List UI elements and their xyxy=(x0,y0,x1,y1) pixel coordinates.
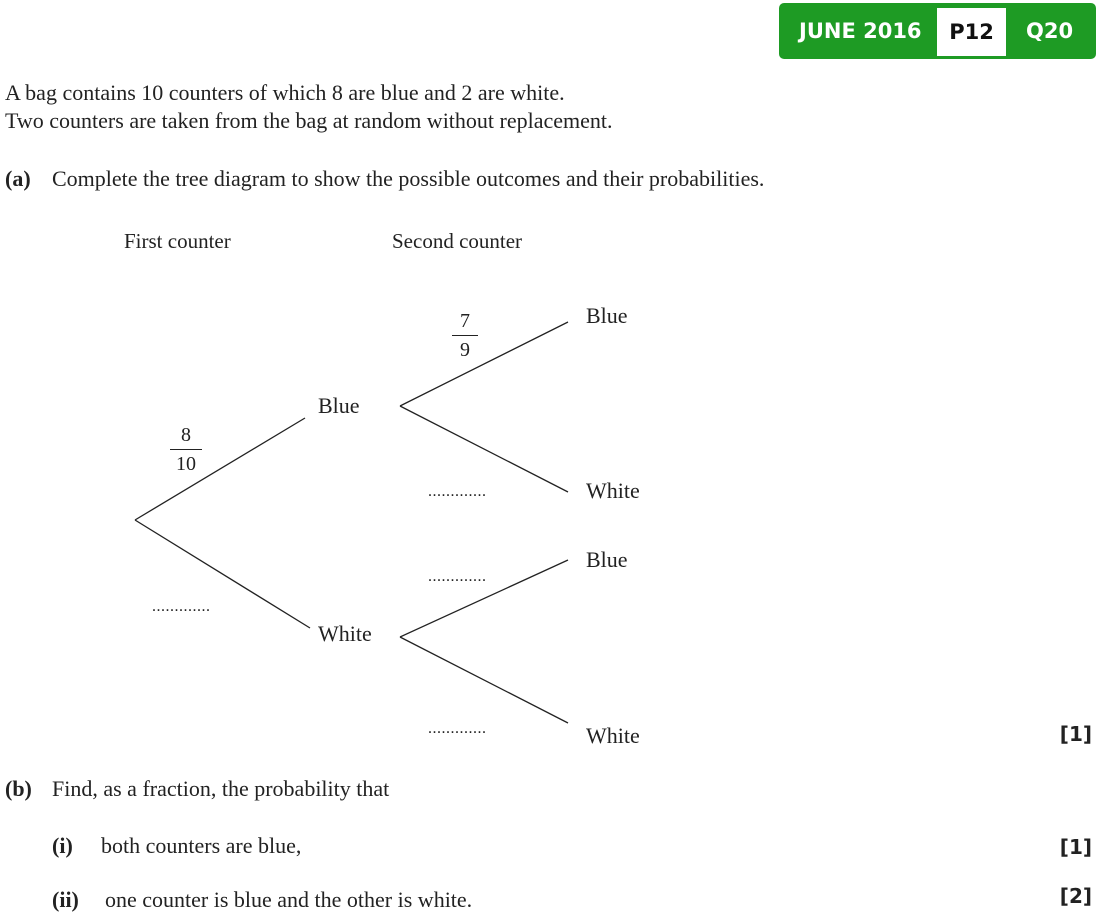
branch-blue-blue xyxy=(400,322,568,406)
answer-blank-white-blue[interactable]: ............. xyxy=(428,568,487,585)
part-b-text: Find, as a fraction, the probability that xyxy=(52,776,390,801)
outcome-blue-blue: Blue xyxy=(586,303,628,328)
prob-first-blue xyxy=(170,425,202,474)
branch-blue-white xyxy=(400,406,568,492)
prob-blue-blue-numerator: 7 xyxy=(460,310,470,332)
prob-blue-blue-denominator: 9 xyxy=(460,339,470,361)
answer-blank-first-white[interactable]: ............. xyxy=(152,598,211,615)
part-a-text: Complete the tree diagram to show the possible outcomes and their probabilities. xyxy=(52,166,765,191)
paper-number: P12 xyxy=(937,8,1006,56)
fraction-bar xyxy=(452,335,478,336)
prob-first-blue-denominator: 10 xyxy=(176,453,196,475)
part-b-ii-text: one counter is blue and the other is white. xyxy=(105,887,473,912)
prob-blue-blue xyxy=(452,311,478,360)
prob-first-blue-numerator: 8 xyxy=(181,424,191,446)
intro-line-1: A bag contains 10 counters of which 8 are blue and 2 are white. xyxy=(5,80,565,105)
heading-first-counter: First counter xyxy=(124,229,231,253)
answer-blank-blue-white[interactable]: ............. xyxy=(428,483,487,500)
marks-part-b-ii: [2] xyxy=(1059,884,1092,908)
outcome-first-blue: Blue xyxy=(318,393,360,418)
part-b-i-label: (i) xyxy=(52,833,73,858)
outcome-first-white: White xyxy=(318,621,372,646)
branch-white-white xyxy=(400,637,568,723)
part-a-label: (a) xyxy=(5,166,31,191)
part-b-label: (b) xyxy=(5,776,32,801)
marks-part-b-i: [1] xyxy=(1059,835,1092,859)
question-number: Q20 xyxy=(1026,19,1074,43)
branch-first-blue xyxy=(135,418,305,520)
exam-session: JUNE 2016 xyxy=(799,19,922,43)
answer-blank-white-white[interactable]: ............. xyxy=(428,720,487,737)
marks-part-a: [1] xyxy=(1059,722,1092,746)
intro-line-2: Two counters are taken from the bag at random without replacement. xyxy=(5,108,613,133)
fraction-bar xyxy=(170,449,202,450)
heading-second-counter: Second counter xyxy=(392,229,523,253)
outcome-white-white: White xyxy=(586,723,640,748)
outcome-white-blue: Blue xyxy=(586,547,628,572)
part-b-i-text: both counters are blue, xyxy=(101,833,302,858)
part-b-ii-label: (ii) xyxy=(52,887,79,912)
outcome-blue-white: White xyxy=(586,478,640,503)
